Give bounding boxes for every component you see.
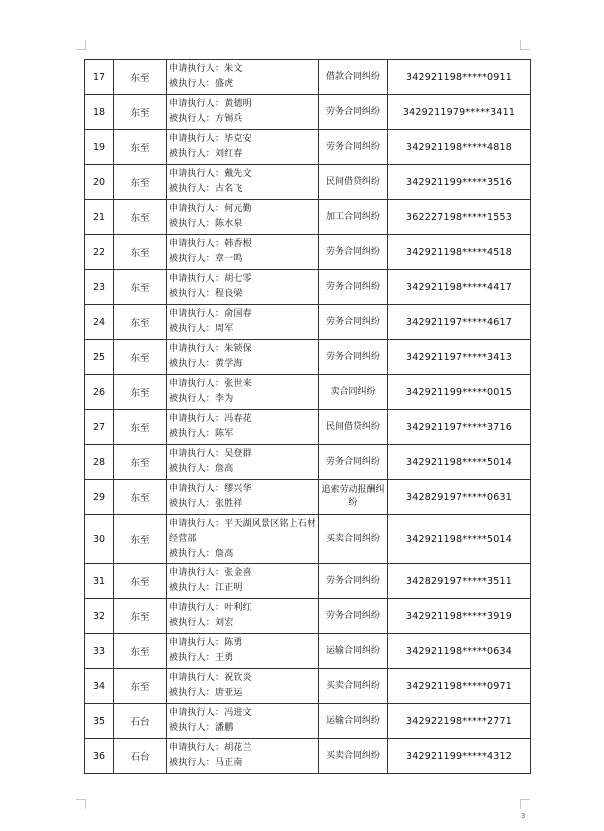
id-number: 342921198*****4417	[388, 270, 531, 305]
table-row	[85, 739, 531, 774]
parties-cell	[167, 515, 319, 564]
respondent-label: 被执行人：	[169, 79, 216, 89]
respondent-line	[169, 497, 318, 512]
applicant-name: 冯进文	[224, 708, 252, 718]
table-row	[85, 480, 531, 515]
respondent-name: 李为	[215, 394, 234, 404]
parties-cell	[167, 445, 319, 480]
respondent-name: 潘鹏	[215, 723, 234, 733]
parties-cell	[167, 340, 319, 375]
court-area: 东至	[114, 235, 167, 270]
id-number: 342921198*****0634	[388, 634, 531, 669]
respondent-line	[169, 547, 318, 562]
table-row	[85, 375, 531, 410]
parties-cell	[167, 60, 319, 95]
case-number: 35	[85, 704, 114, 739]
applicant-label: 申请执行人：	[169, 64, 225, 74]
case-type: 劳务合同纠纷	[319, 564, 388, 599]
court-area: 东至	[114, 480, 167, 515]
applicant-line	[169, 566, 318, 581]
case-number: 19	[85, 130, 114, 165]
applicant-label: 申请执行人：	[169, 239, 225, 249]
case-type: 劳务合同纠纷	[319, 599, 388, 634]
case-type: 劳务合同纠纷	[319, 95, 388, 130]
court-area: 石台	[114, 704, 167, 739]
id-number: 342921199*****3516	[388, 165, 531, 200]
case-number: 31	[85, 564, 114, 599]
case-type: 买卖合同纠纷	[319, 669, 388, 704]
case-number: 27	[85, 410, 114, 445]
respondent-name: 陈军	[215, 429, 234, 439]
respondent-label: 被执行人：	[169, 688, 216, 698]
respondent-label: 被执行人：	[169, 219, 216, 229]
table-row	[85, 305, 531, 340]
applicant-name: 陈勇	[224, 638, 243, 648]
respondent-line	[169, 462, 318, 477]
table-row	[85, 95, 531, 130]
respondent-name: 王勇	[215, 653, 234, 663]
case-type: 民间借贷纠纷	[319, 410, 388, 445]
respondent-name: 周军	[215, 324, 234, 334]
respondent-name: 詹高	[215, 548, 234, 559]
applicant-name: 何元勤	[224, 204, 252, 214]
applicant-name: 胡花兰	[224, 743, 252, 753]
respondent-line	[169, 77, 318, 92]
applicant-label: 申请执行人：	[169, 344, 225, 354]
applicant-line	[169, 741, 318, 756]
applicant-label: 申请执行人：	[169, 134, 225, 144]
respondent-label: 被执行人：	[169, 394, 216, 404]
case-type: 加工合同纠纷	[319, 200, 388, 235]
respondent-label: 被执行人：	[169, 114, 216, 124]
crop-mark-bottom-left	[76, 799, 86, 809]
id-number: 342921197*****3413	[388, 340, 531, 375]
applicant-line	[169, 237, 318, 252]
applicant-line	[169, 706, 318, 721]
applicant-name: 祝钦炎	[224, 673, 252, 683]
respondent-label: 被执行人：	[169, 758, 216, 768]
case-number: 17	[85, 60, 114, 95]
id-number: 342921198*****4818	[388, 130, 531, 165]
court-area: 东至	[114, 200, 167, 235]
respondent-line	[169, 756, 318, 771]
parties-cell	[167, 564, 319, 599]
applicant-line	[169, 202, 318, 217]
respondent-line	[169, 581, 318, 596]
case-type: 卖合同纠纷	[319, 375, 388, 410]
case-type: 运输合同纠纷	[319, 634, 388, 669]
applicant-label: 申请执行人：	[169, 743, 225, 753]
applicant-label: 申请执行人：	[169, 484, 225, 494]
table-row	[85, 669, 531, 704]
case-number: 26	[85, 375, 114, 410]
parties-cell	[167, 375, 319, 410]
id-number: 342829197*****0631	[388, 480, 531, 515]
applicant-name: 戴先文	[224, 169, 252, 179]
respondent-line	[169, 427, 318, 442]
parties-cell	[167, 480, 319, 515]
court-area: 东至	[114, 60, 167, 95]
table-row	[85, 165, 531, 200]
table-row	[85, 340, 531, 375]
table-row	[85, 200, 531, 235]
case-number: 34	[85, 669, 114, 704]
applicant-line	[169, 342, 318, 357]
page-number: 3	[521, 812, 526, 820]
applicant-line	[169, 307, 318, 322]
applicant-line	[169, 377, 318, 392]
applicant-label: 申请执行人：	[169, 204, 225, 214]
table-row	[85, 704, 531, 739]
applicant-line	[169, 517, 318, 547]
case-number: 21	[85, 200, 114, 235]
parties-cell	[167, 704, 319, 739]
court-area: 东至	[114, 669, 167, 704]
respondent-name: 唐亚运	[215, 688, 243, 698]
case-number: 36	[85, 739, 114, 774]
id-number: 342921198*****5014	[388, 515, 531, 564]
id-number: 342922198*****2771	[388, 704, 531, 739]
id-number: 342921198*****0971	[388, 669, 531, 704]
id-number: 342829197*****3511	[388, 564, 531, 599]
parties-cell	[167, 200, 319, 235]
applicant-label: 申请执行人：	[169, 309, 225, 319]
applicant-name: 缪兴华	[224, 484, 252, 494]
id-number: 342921197*****3716	[388, 410, 531, 445]
applicant-name: 黄德明	[224, 99, 252, 109]
applicant-line	[169, 132, 318, 147]
court-area: 东至	[114, 340, 167, 375]
applicant-line	[169, 167, 318, 182]
case-number: 30	[85, 515, 114, 564]
respondent-label: 被执行人：	[169, 184, 216, 194]
respondent-label: 被执行人：	[169, 583, 216, 593]
crop-mark-top-left	[76, 40, 86, 50]
applicant-line	[169, 97, 318, 112]
respondent-label: 被执行人：	[169, 653, 216, 663]
table-body	[85, 60, 531, 774]
court-area: 东至	[114, 634, 167, 669]
respondent-name: 古名飞	[215, 184, 243, 194]
applicant-label: 申请执行人：	[169, 379, 225, 389]
table-row	[85, 445, 531, 480]
table-row	[85, 634, 531, 669]
court-area: 东至	[114, 410, 167, 445]
parties-cell	[167, 165, 319, 200]
court-area: 东至	[114, 305, 167, 340]
case-type: 买卖合同纠纷	[319, 739, 388, 774]
applicant-label: 申请执行人：	[169, 673, 225, 683]
case-number: 24	[85, 305, 114, 340]
respondent-label: 被执行人：	[169, 499, 216, 509]
applicant-label: 申请执行人：	[169, 568, 225, 578]
applicant-name: 张金喜	[224, 568, 252, 578]
applicant-label: 申请执行人：	[169, 99, 225, 109]
respondent-name: 詹高	[215, 464, 234, 474]
parties-cell	[167, 669, 319, 704]
respondent-line	[169, 651, 318, 666]
respondent-label: 被执行人：	[169, 464, 216, 474]
applicant-label: 申请执行人：	[169, 638, 225, 648]
respondent-label: 被执行人：	[169, 254, 216, 264]
id-number: 342921198*****3919	[388, 599, 531, 634]
respondent-name: 马正南	[215, 758, 243, 768]
respondent-name: 方锡兵	[215, 114, 243, 124]
respondent-line	[169, 686, 318, 701]
court-area: 东至	[114, 95, 167, 130]
id-number: 342921198*****0911	[388, 60, 531, 95]
case-type: 劳务合同纠纷	[319, 305, 388, 340]
parties-cell	[167, 739, 319, 774]
respondent-label: 被执行人：	[169, 324, 216, 334]
applicant-label: 申请执行人：	[169, 603, 225, 613]
id-number: 342921197*****4617	[388, 305, 531, 340]
table-row	[85, 130, 531, 165]
respondent-name: 刘红春	[215, 149, 243, 159]
enforcement-cases-table	[84, 59, 531, 774]
case-number: 23	[85, 270, 114, 305]
respondent-name: 江正明	[215, 583, 243, 593]
case-type: 劳务合同纠纷	[319, 445, 388, 480]
applicant-name: 平天湖风景区铭上石材经营部	[169, 518, 317, 544]
applicant-line	[169, 447, 318, 462]
table-row	[85, 235, 531, 270]
court-area: 东至	[114, 445, 167, 480]
table-row	[85, 564, 531, 599]
applicant-label: 申请执行人：	[169, 518, 225, 529]
applicant-name: 冯春花	[224, 414, 252, 424]
court-area: 东至	[114, 165, 167, 200]
applicant-name: 韩香根	[224, 239, 252, 249]
respondent-label: 被执行人：	[169, 723, 216, 733]
applicant-name: 朱文	[224, 64, 243, 74]
applicant-name: 吴登群	[224, 449, 252, 459]
case-type: 运输合同纠纷	[319, 704, 388, 739]
id-number: 342921198*****5014	[388, 445, 531, 480]
case-type: 借款合同纠纷	[319, 60, 388, 95]
case-number: 33	[85, 634, 114, 669]
crop-mark-top-right	[520, 40, 530, 50]
parties-cell	[167, 305, 319, 340]
table-row	[85, 515, 531, 564]
applicant-name: 俞国春	[224, 309, 252, 319]
court-area: 石台	[114, 739, 167, 774]
case-number: 29	[85, 480, 114, 515]
respondent-label: 被执行人：	[169, 618, 216, 628]
respondent-line	[169, 287, 318, 302]
court-area: 东至	[114, 564, 167, 599]
case-number: 18	[85, 95, 114, 130]
id-number: 3429211979*****3411	[388, 95, 531, 130]
case-type: 买卖合同纠纷	[319, 515, 388, 564]
table-row	[85, 599, 531, 634]
court-area: 东至	[114, 130, 167, 165]
respondent-line	[169, 392, 318, 407]
case-type: 劳务合同纠纷	[319, 340, 388, 375]
respondent-label: 被执行人：	[169, 289, 216, 299]
respondent-line	[169, 147, 318, 162]
id-number: 342921199*****4312	[388, 739, 531, 774]
table-row	[85, 60, 531, 95]
court-area: 东至	[114, 515, 167, 564]
applicant-label: 申请执行人：	[169, 449, 225, 459]
respondent-line	[169, 721, 318, 736]
applicant-label: 申请执行人：	[169, 708, 225, 718]
case-type: 民间借贷纠纷	[319, 165, 388, 200]
respondent-line	[169, 112, 318, 127]
court-area: 东至	[114, 270, 167, 305]
applicant-label: 申请执行人：	[169, 169, 225, 179]
respondent-name: 陈水泉	[215, 219, 243, 229]
crop-mark-bottom-right	[520, 799, 530, 809]
applicant-name: 叶利红	[224, 603, 252, 613]
case-number: 20	[85, 165, 114, 200]
case-number: 25	[85, 340, 114, 375]
applicant-name: 张世来	[224, 379, 252, 389]
applicant-name: 胡七零	[224, 274, 252, 284]
applicant-line	[169, 482, 318, 497]
case-type: 劳务合同纠纷	[319, 235, 388, 270]
court-area: 东至	[114, 599, 167, 634]
applicant-label: 申请执行人：	[169, 274, 225, 284]
case-number: 32	[85, 599, 114, 634]
respondent-line	[169, 182, 318, 197]
respondent-name: 张胜祥	[215, 499, 243, 509]
case-number: 22	[85, 235, 114, 270]
respondent-line	[169, 616, 318, 631]
respondent-line	[169, 322, 318, 337]
respondent-name: 章一鸣	[215, 254, 243, 264]
parties-cell	[167, 270, 319, 305]
applicant-line	[169, 636, 318, 651]
case-number: 28	[85, 445, 114, 480]
applicant-line	[169, 272, 318, 287]
case-type: 劳务合同纠纷	[319, 270, 388, 305]
respondent-line	[169, 217, 318, 232]
respondent-name: 刘宏	[215, 618, 234, 628]
parties-cell	[167, 634, 319, 669]
respondent-label: 被执行人：	[169, 548, 216, 559]
applicant-name: 朱锁保	[224, 344, 252, 354]
respondent-name: 程良梁	[215, 289, 243, 299]
applicant-line	[169, 62, 318, 77]
court-area: 东至	[114, 375, 167, 410]
respondent-name: 盛虎	[215, 79, 234, 89]
respondent-line	[169, 357, 318, 372]
parties-cell	[167, 410, 319, 445]
parties-cell	[167, 130, 319, 165]
id-number: 342921198*****4518	[388, 235, 531, 270]
respondent-name: 黄学海	[215, 359, 243, 369]
applicant-line	[169, 671, 318, 686]
applicant-label: 申请执行人：	[169, 414, 225, 424]
applicant-name: 毕克安	[224, 134, 252, 144]
respondent-label: 被执行人：	[169, 429, 216, 439]
case-type: 劳务合同纠纷	[319, 130, 388, 165]
table-row	[85, 270, 531, 305]
id-number: 362227198*****1553	[388, 200, 531, 235]
id-number: 342921199*****0015	[388, 375, 531, 410]
parties-cell	[167, 599, 319, 634]
respondent-line	[169, 252, 318, 267]
respondent-label: 被执行人：	[169, 359, 216, 369]
parties-cell	[167, 95, 319, 130]
table-row	[85, 410, 531, 445]
case-type: 追索劳动报酬纠纷	[319, 480, 388, 515]
parties-cell	[167, 235, 319, 270]
applicant-line	[169, 412, 318, 427]
applicant-line	[169, 601, 318, 616]
respondent-label: 被执行人：	[169, 149, 216, 159]
